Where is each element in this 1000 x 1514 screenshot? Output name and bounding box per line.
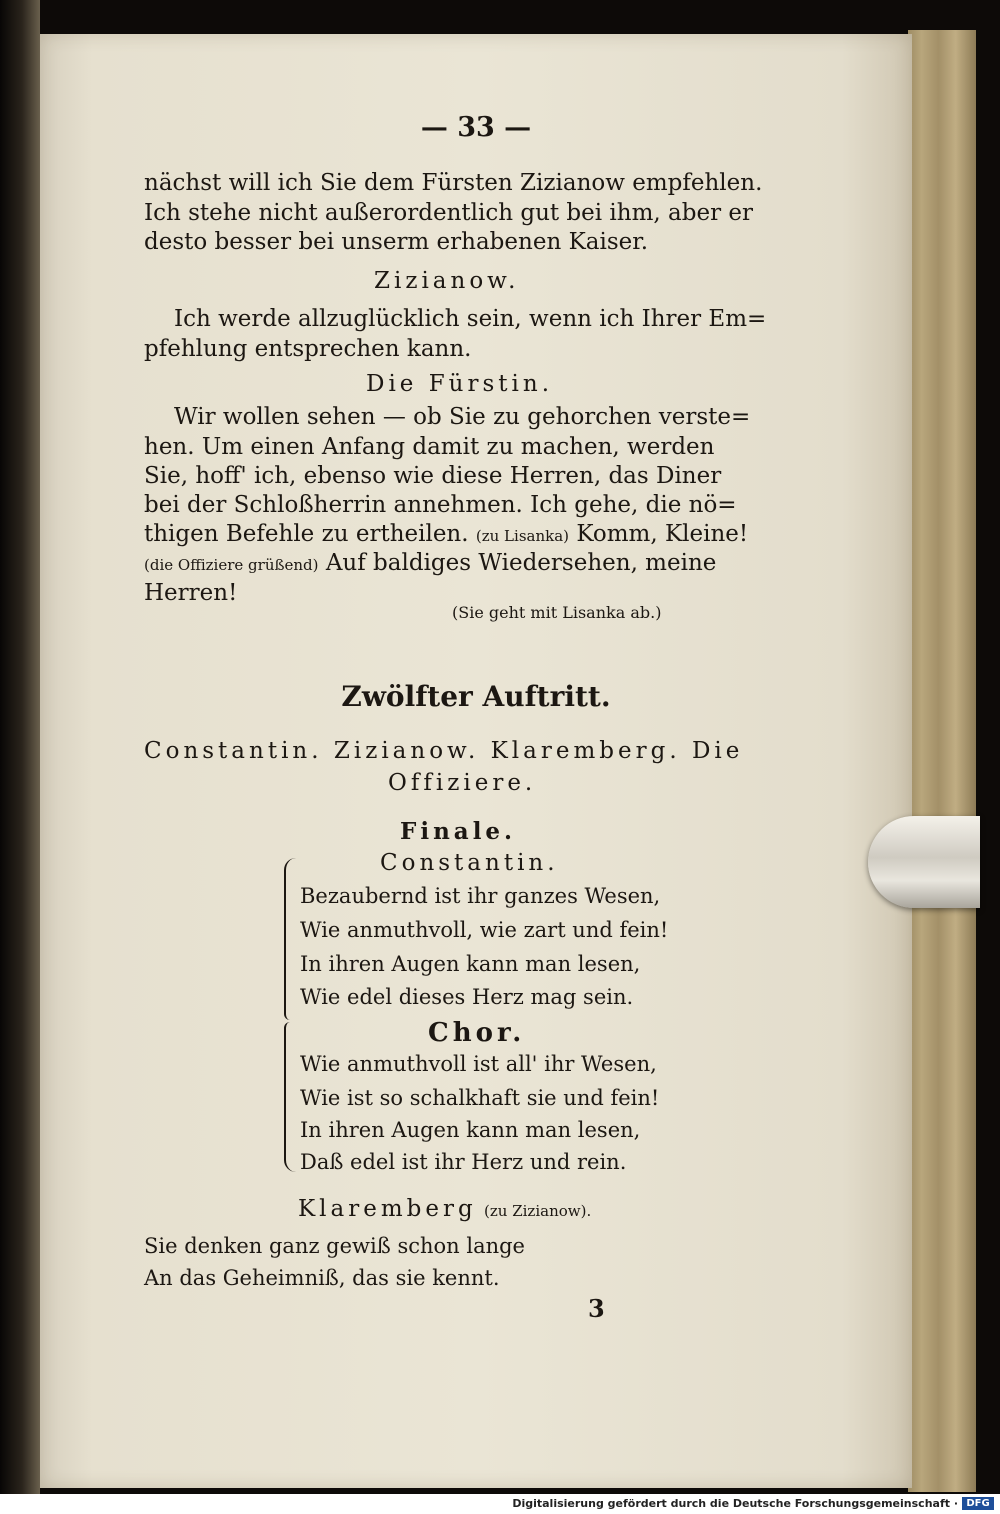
text-line [144, 550, 716, 576]
page-number: — 33 — [420, 112, 532, 143]
text-line: Wir wollen sehen — ob Sie zu gehorchen verste= [174, 404, 751, 430]
text-line: Sie, hoff' ich, ebenso wie diese Herren, das Diner [144, 463, 722, 489]
text-line: pfehlung entsprechen kann. [144, 336, 472, 362]
verse-line: In ihren Augen kann man lesen, [300, 1118, 641, 1142]
chorus-heading: Chor. [428, 1018, 526, 1048]
text-line: bei der Schloßherrin annehmen. Ich gehe, die nö= [144, 492, 737, 518]
stage-direction: (zu Lisanka) [475, 527, 570, 545]
section-heading: Finale. [400, 818, 517, 845]
text-line: nächst will ich Sie dem Fürsten Zizianow empfehlen. [144, 170, 763, 196]
signature-mark: 3 [588, 1294, 605, 1323]
text-span: Komm, Kleine! [576, 521, 749, 547]
verse-line: An das Geheimniß, das sie kennt. [144, 1266, 500, 1290]
page-edges [908, 30, 976, 1492]
verse-line: In ihren Augen kann man lesen, [300, 952, 641, 976]
cast-list: Constantin. Zizianow. Klaremberg. Die [144, 738, 744, 764]
speaker-name: Die Fürstin. [366, 371, 554, 397]
verse-line: Wie anmuthvoll, wie zart und fein! [300, 918, 669, 942]
text-span: Auf baldiges Wiedersehen, meine [325, 550, 717, 576]
funding-credit: Digitalisierung gefördert durch die Deutsche Forschungsgemeinschaft · [512, 1497, 958, 1510]
verse-line: Wie ist so schalkhaft sie und fein! [300, 1086, 660, 1110]
verse-line: Bezaubernd ist ihr ganzes Wesen, [300, 884, 661, 908]
text-line [298, 1196, 591, 1222]
text-line: hen. Um einen Anfang damit zu machen, werden [144, 434, 715, 460]
text-line [144, 521, 748, 547]
verse-line: Wie anmuthvoll ist all' ihr Wesen, [300, 1052, 657, 1076]
stage-direction: (zu Zizianow). [484, 1202, 592, 1220]
verse-line: Wie edel dieses Herz mag sein. [300, 985, 634, 1009]
text-line: Ich stehe nicht außerordentlich gut bei ihm, aber er [144, 200, 753, 226]
verse-line: Daß edel ist ihr Herz und rein. [300, 1150, 627, 1174]
speaker-name: Klaremberg [298, 1196, 477, 1222]
clip-tab [868, 816, 980, 908]
verse-line: Sie denken ganz gewiß schon lange [144, 1234, 525, 1258]
speaker-name: Zizianow. [374, 268, 520, 294]
cast-list: Offiziere. [388, 770, 537, 796]
stage-direction: (die Offiziere grüßend) [144, 556, 319, 574]
text-line: desto besser bei unserm erhabenen Kaiser. [144, 229, 649, 255]
text-line: Ich werde allzuglücklich sein, wenn ich Ihrer Em= [174, 306, 767, 332]
scene-heading: Zwölfter Auftritt. [341, 680, 611, 713]
stage-direction: (Sie geht mit Lisanka ab.) [452, 603, 662, 622]
book-gutter [0, 0, 40, 1514]
text-span: thigen Befehle zu ertheilen. [144, 521, 469, 547]
dfg-logo: DFG [962, 1497, 994, 1510]
speaker-name: Constantin. [380, 850, 559, 876]
text-line: Herren! [144, 580, 238, 606]
